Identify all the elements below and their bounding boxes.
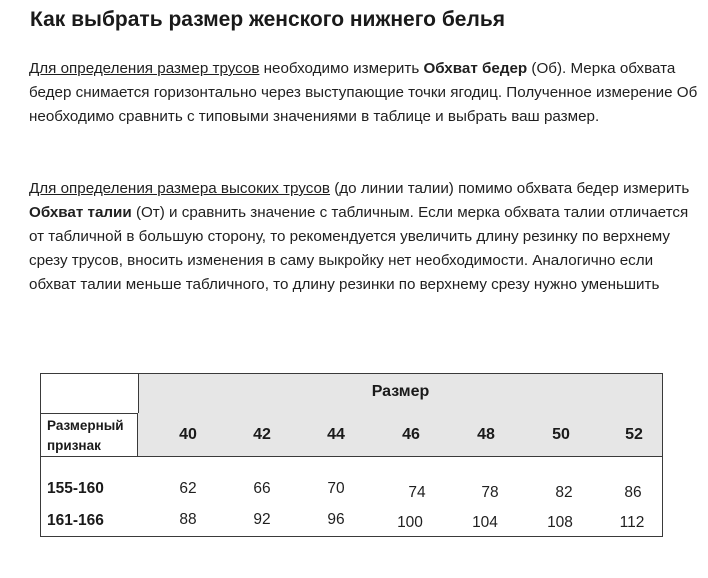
paragraph-waist (29, 177, 701, 297)
paragraph-hips (29, 57, 701, 129)
table-header-label: Размер (371, 383, 430, 400)
table-cell: 88 (179, 511, 197, 528)
table-cell: 104 (472, 514, 498, 531)
bold-term-hips: Обхват бедер (423, 60, 528, 77)
table-cell: 96 (327, 511, 345, 528)
sizes-row (138, 413, 662, 457)
row-label: 161-166 (47, 512, 104, 529)
row-label: 155-160 (47, 480, 104, 497)
table-cell: 66 (253, 480, 271, 497)
paragraph-text: (до линии талии) помимо обхвата бедер измерить (330, 180, 690, 197)
table-cell: 108 (547, 514, 573, 531)
table-cell: 92 (253, 511, 271, 528)
table-cell: 74 (408, 484, 426, 501)
size-table (40, 373, 663, 537)
table-cell: 112 (619, 514, 645, 531)
size-header: 52 (625, 426, 643, 443)
row-divider (41, 456, 138, 457)
table-cell: 62 (179, 480, 197, 497)
paragraph-text: необходимо измерить (259, 60, 424, 77)
link-underwear-size[interactable]: Для определения размер трусов (29, 60, 260, 77)
size-header: 40 (179, 426, 197, 443)
table-cell: 86 (624, 484, 642, 501)
size-header: 48 (477, 426, 495, 443)
paragraph-text: (Об). Мерка обхвата бедер снимается горизонтально через выступающие точки ягодиц. Полученное измерение Об необходимо сравнить с типовыми значениями в таблице и выбрать ваш размер. (29, 60, 698, 125)
paragraph-text: (От) и сравнить значение с табличным. Если мерка обхвата талии отличается от табличной в большую сторону, то рекомендуется увеличить длину резинку по верхнему срезу трусов, вносить изменения в саму выкройку нет необходимости. Аналогично если обхват талии меньше табличного, то длину резинки по верхнему срезу нужно уменьшить (29, 204, 689, 293)
table-cell: 78 (481, 484, 499, 501)
size-header: 50 (552, 426, 570, 443)
size-header: 46 (402, 426, 420, 443)
size-header: 42 (253, 426, 271, 443)
size-header: 44 (327, 426, 345, 443)
link-high-underwear-size[interactable]: Для определения размера высоких трусов (29, 180, 331, 197)
table-cell: 100 (397, 514, 423, 531)
feature-label: Размерный признак (41, 413, 138, 456)
table-header (138, 374, 662, 414)
table-cell: 82 (555, 484, 573, 501)
bold-term-waist: Обхват талии (29, 204, 132, 221)
table-cell: 70 (327, 480, 345, 497)
page-title: Как выбрать размер женского нижнего белья (30, 8, 505, 31)
